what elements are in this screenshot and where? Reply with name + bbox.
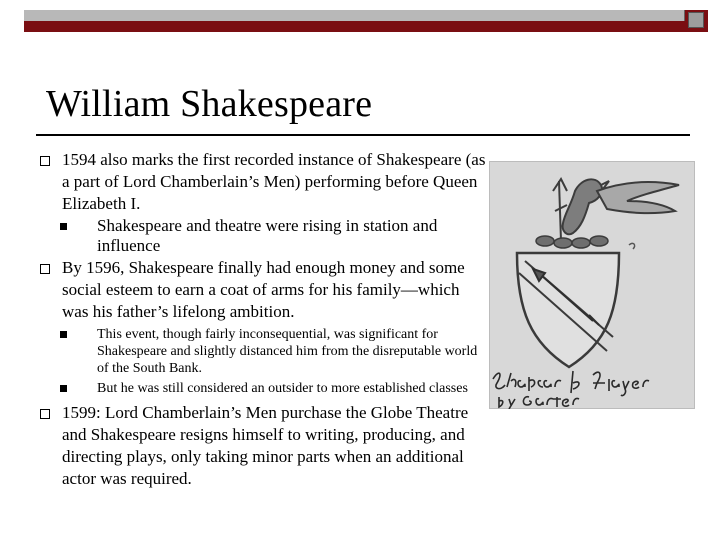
sub-bullet-item	[40, 216, 490, 256]
header-box	[688, 12, 704, 28]
sub-bullet-item	[40, 326, 490, 377]
bullet-list	[40, 149, 490, 490]
slide-title: William Shakespeare	[46, 83, 373, 125]
solid-square-bullet-icon	[60, 331, 67, 338]
sub-bullet-item	[40, 380, 490, 397]
bullet-item	[40, 402, 490, 490]
hollow-square-bullet-icon	[40, 264, 50, 274]
coat-of-arms-image	[489, 161, 695, 409]
hollow-square-bullet-icon	[40, 409, 50, 419]
hollow-square-bullet-icon	[40, 156, 50, 166]
sub-bullet-text: But he was still considered an outsider to more established classes	[97, 381, 468, 396]
title-underline	[36, 134, 690, 136]
bullet-text: 1594 also marks the first recorded instance of Shakespeare (as a part of Lord Chamberlain’s Men) performing before Queen Elizabeth I.	[62, 150, 486, 213]
bullet-text: 1599: Lord Chamberlain’s Men purchase the Globe Theatre and Shakespeare resigns himself to writing, producing, and directing plays, only taking minor parts when an additional actor was required.	[62, 403, 469, 488]
header-bar	[24, 10, 708, 32]
bullet-item	[40, 149, 490, 215]
sub-bullet-text: This event, though fairly inconsequential, was significant for Shakespeare and slightly distanced him from the disreputable world of the South Bank.	[97, 327, 478, 376]
bullet-item	[40, 257, 490, 323]
bullet-text: By 1596, Shakespeare finally had enough money and some social esteem to earn a coat of arms for his family—which was his father’s lifelong ambition.	[62, 258, 465, 321]
sub-bullet-text: Shakespeare and theatre were rising in station and influence	[97, 216, 438, 255]
solid-square-bullet-icon	[60, 223, 67, 230]
header-strip	[24, 10, 685, 21]
solid-square-bullet-icon	[60, 385, 67, 392]
